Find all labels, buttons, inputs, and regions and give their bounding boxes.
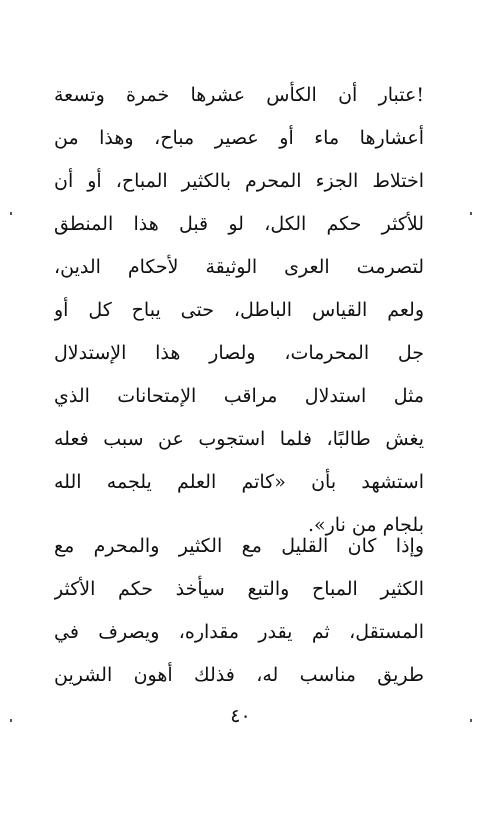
text-line: الكثير المباح والتبع سيأخذ حكم الأكثر [54, 578, 424, 600]
text-line: يغش طالبًا، فلما استجوب عن سبب فعله [54, 428, 424, 450]
scan-speck [470, 212, 472, 215]
paragraph-1 [54, 74, 424, 547]
text-line: ولعم القياس الباطل، حتى يباح كل أو [54, 299, 424, 321]
text-line: وإذا كان القليل مع الكثير والمحرم مع [54, 535, 424, 557]
text-line: لتصرمت العرى الوثيقة لأحكام الدين، [54, 256, 424, 278]
text-line: طريق مناسب له، فذلك أهون الشرين [54, 664, 424, 686]
text-line: !عتبار أن الكأس عشرها خمرة وتسعة [54, 84, 424, 106]
text-line: أعشارها ماء أو عصير مباح، وهذا من [54, 127, 424, 149]
text-line: مثل استدلال مراقب الإمتحانات الذي [54, 385, 424, 407]
text-line: اختلاط الجزء المحرم بالكثير المباح، أو أن [54, 170, 424, 192]
scan-speck [10, 212, 12, 215]
text-line: للأكثر حكم الكل، لو قبل هذا المنطق [54, 213, 424, 235]
text-line: المستقل، ثم يقدر مقداره، ويصرف في [54, 621, 424, 643]
page-number: ٤٠ [230, 705, 251, 727]
paragraph-2 [54, 525, 424, 697]
scan-speck [470, 719, 472, 722]
text-line: بلجام من نار». [307, 514, 424, 536]
scan-speck [10, 719, 12, 722]
text-line: جل المحرمات، ولصار هذا الإستدلال [54, 342, 424, 364]
text-line: استشهد بأن «كاتم العلم يلجمه الله [54, 471, 424, 493]
